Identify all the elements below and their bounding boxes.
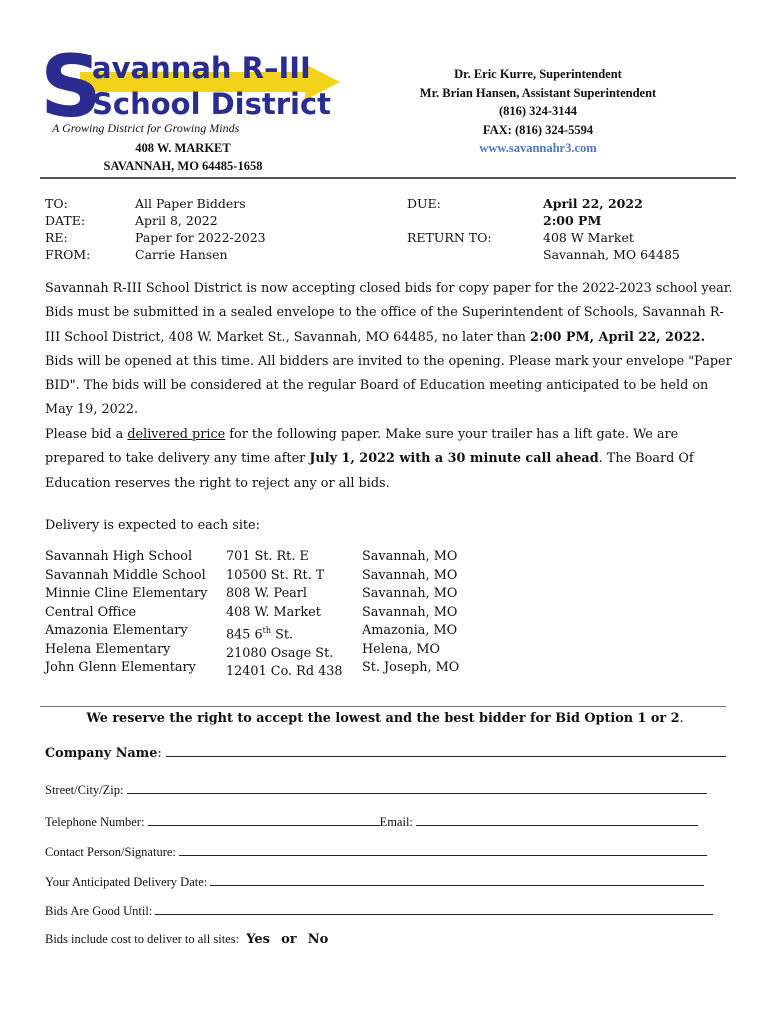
- address-line1: 408 W. MARKET: [135, 141, 231, 155]
- p1-text-b: Bids will be opened at this time. All bidders are invited to the opening. Please mark your envelope "Paper BID". The bids will be considered at the regular Board of Education meeting anticipated to be held on May 19, 2022.: [45, 353, 732, 418]
- delivery-included-field: [45, 932, 328, 947]
- street-field: [45, 781, 707, 798]
- due-label: DUE:: [407, 196, 441, 211]
- or-text: or: [281, 932, 297, 947]
- to-value: All Paper Bidders: [135, 196, 246, 211]
- company-name-field: [45, 744, 726, 761]
- header-divider: [40, 177, 736, 179]
- website-link[interactable]: www.savannahr3.com: [479, 141, 597, 155]
- due-values: [543, 195, 680, 263]
- p1-text-a: Savannah R-III School District is now accepting closed bids for copy paper for the 2022-2023 school year. Bids must be submitted in a sealed envelope to the office of the Superintendent of Schools, Savannah R-III School District, 408 W. Market St., Savannah, MO 64485, no later than: [45, 281, 733, 345]
- site-address: [226, 622, 343, 645]
- site-name: Amazonia Elementary: [45, 623, 188, 638]
- contact-person-field: [45, 843, 707, 860]
- site-address-main: 808 W. Pearl: [226, 586, 307, 601]
- site-city: Amazonia, MO: [362, 623, 458, 638]
- site-cities: [362, 548, 459, 678]
- district-logo: [40, 44, 340, 122]
- p2-text-a: Please bid a: [45, 427, 128, 442]
- site-address: [226, 604, 343, 623]
- address-line2: SAVANNAH, MO 64485-1658: [103, 159, 263, 173]
- site-name: Savannah Middle School: [45, 567, 206, 583]
- delivered-price-text: delivered price: [127, 427, 226, 442]
- telephone-field: [45, 813, 698, 830]
- reserve-statement: [0, 711, 770, 726]
- site-names: [45, 548, 207, 678]
- logo-graphic: [40, 44, 340, 122]
- site-city: Helena, MO: [362, 641, 440, 657]
- logo-line1: avannah R–III: [92, 51, 311, 85]
- memo-labels: [45, 195, 90, 263]
- yes-option[interactable]: Yes: [246, 932, 270, 947]
- company-name-colon: :: [157, 746, 162, 761]
- delivery-included-label: Bids include cost to deliver to all sites:: [45, 932, 240, 946]
- telephone-label: Telephone Number:: [45, 815, 145, 829]
- from-value: Carrie Hansen: [135, 247, 228, 262]
- logo-initial: S: [40, 44, 102, 122]
- telephone-input[interactable]: [148, 813, 380, 826]
- return-label: RETURN TO:: [407, 230, 492, 245]
- bids-good-input[interactable]: [155, 902, 713, 915]
- bids-good-field: [45, 902, 713, 919]
- site-address: [226, 585, 343, 604]
- district-tagline: A Growing District for Growing Minds: [52, 121, 240, 135]
- site-address-main: 701 St. Rt. E: [226, 549, 309, 564]
- date-value: April 8, 2022: [135, 213, 218, 228]
- site-address: [226, 548, 343, 567]
- site-address: [226, 567, 343, 586]
- site-address-main: 845 6: [226, 627, 263, 643]
- form-divider: [40, 706, 726, 707]
- street-input[interactable]: [127, 781, 707, 794]
- memo-values: [135, 195, 266, 263]
- bid-announcement-paragraph: [45, 277, 735, 423]
- street-label: Street/City/Zip:: [45, 783, 124, 797]
- contact-person-input[interactable]: [179, 843, 707, 856]
- p2-text-c: . The Board Of Education reserves the right to reject any or all bids.: [45, 451, 694, 491]
- site-city: St. Joseph, MO: [362, 660, 460, 675]
- assistant-name: Mr. Brian Hansen, Assistant Superintendent: [419, 85, 657, 100]
- due-date: April 22, 2022: [543, 196, 643, 211]
- return-address-line1: 408 W Market: [543, 230, 634, 245]
- p2-text-b: for the following paper. Make sure your trailer has a lift gate. We are prepared to take delivery any time after: [45, 427, 679, 467]
- reserve-period: .: [679, 711, 684, 726]
- site-city: Savannah, MO: [362, 549, 458, 564]
- return-address-line2: Savannah, MO 64485: [543, 247, 680, 262]
- site-address: [226, 645, 343, 664]
- no-option[interactable]: No: [307, 932, 329, 947]
- site-city: Savannah, MO: [362, 567, 458, 583]
- due-time: 2:00 PM: [543, 213, 602, 228]
- site-address-main: 21080 Osage St.: [226, 645, 334, 661]
- site-name: Minnie Cline Elementary: [45, 586, 208, 601]
- contact-person-label: Contact Person/Signature:: [45, 845, 176, 859]
- from-label: FROM:: [45, 247, 91, 262]
- logo-line2: School District: [92, 87, 332, 121]
- superintendent-name: Dr. Eric Kurre, Superintendent: [454, 67, 622, 81]
- site-address-superscript: th: [262, 626, 272, 635]
- delivery-date-text: July 1, 2022 with a 30 minute call ahead: [309, 451, 599, 467]
- site-address: [226, 663, 343, 682]
- fax-number: FAX: (816) 324-5594: [482, 122, 594, 137]
- reserve-text: We reserve the right to accept the lowest and the best bidder for Bid Option 1 or 2: [86, 711, 680, 726]
- to-label: TO:: [45, 196, 68, 211]
- delivery-instructions-paragraph: [45, 423, 735, 496]
- company-name-input[interactable]: [166, 744, 726, 757]
- site-address-rest: St.: [271, 627, 294, 643]
- site-name: Savannah High School: [45, 549, 193, 564]
- delivery-intro: Delivery is expected to each site:: [45, 518, 260, 533]
- email-input[interactable]: [416, 813, 698, 826]
- site-city: Savannah, MO: [362, 586, 458, 601]
- phone-number: (816) 324-3144: [498, 104, 578, 118]
- delivery-date-field: [45, 873, 704, 890]
- deadline-text: 2:00 PM, April 22, 2022.: [529, 329, 706, 345]
- site-name: Central Office: [45, 604, 137, 620]
- site-name: John Glenn Elementary: [45, 660, 196, 675]
- company-name-label: Company Name: [45, 746, 158, 761]
- due-labels: [407, 195, 492, 246]
- re-label: RE:: [45, 230, 68, 245]
- re-value: Paper for 2022-2023: [135, 230, 266, 245]
- date-label: DATE:: [45, 213, 86, 228]
- site-address-main: 10500 St. Rt. T: [226, 567, 325, 583]
- delivery-date-label: Your Anticipated Delivery Date:: [45, 875, 208, 889]
- delivery-date-input[interactable]: [210, 873, 704, 886]
- email-label: Email:: [379, 815, 413, 829]
- site-name: Helena Elementary: [45, 641, 171, 657]
- site-address-main: 12401 Co. Rd 438: [226, 664, 343, 680]
- district-address: [88, 139, 278, 175]
- bids-good-label: Bids Are Good Until:: [45, 904, 153, 918]
- site-address-main: 408 W. Market: [226, 604, 321, 620]
- contact-block: [388, 65, 688, 158]
- site-addresses: [226, 548, 343, 682]
- site-city: Savannah, MO: [362, 604, 458, 620]
